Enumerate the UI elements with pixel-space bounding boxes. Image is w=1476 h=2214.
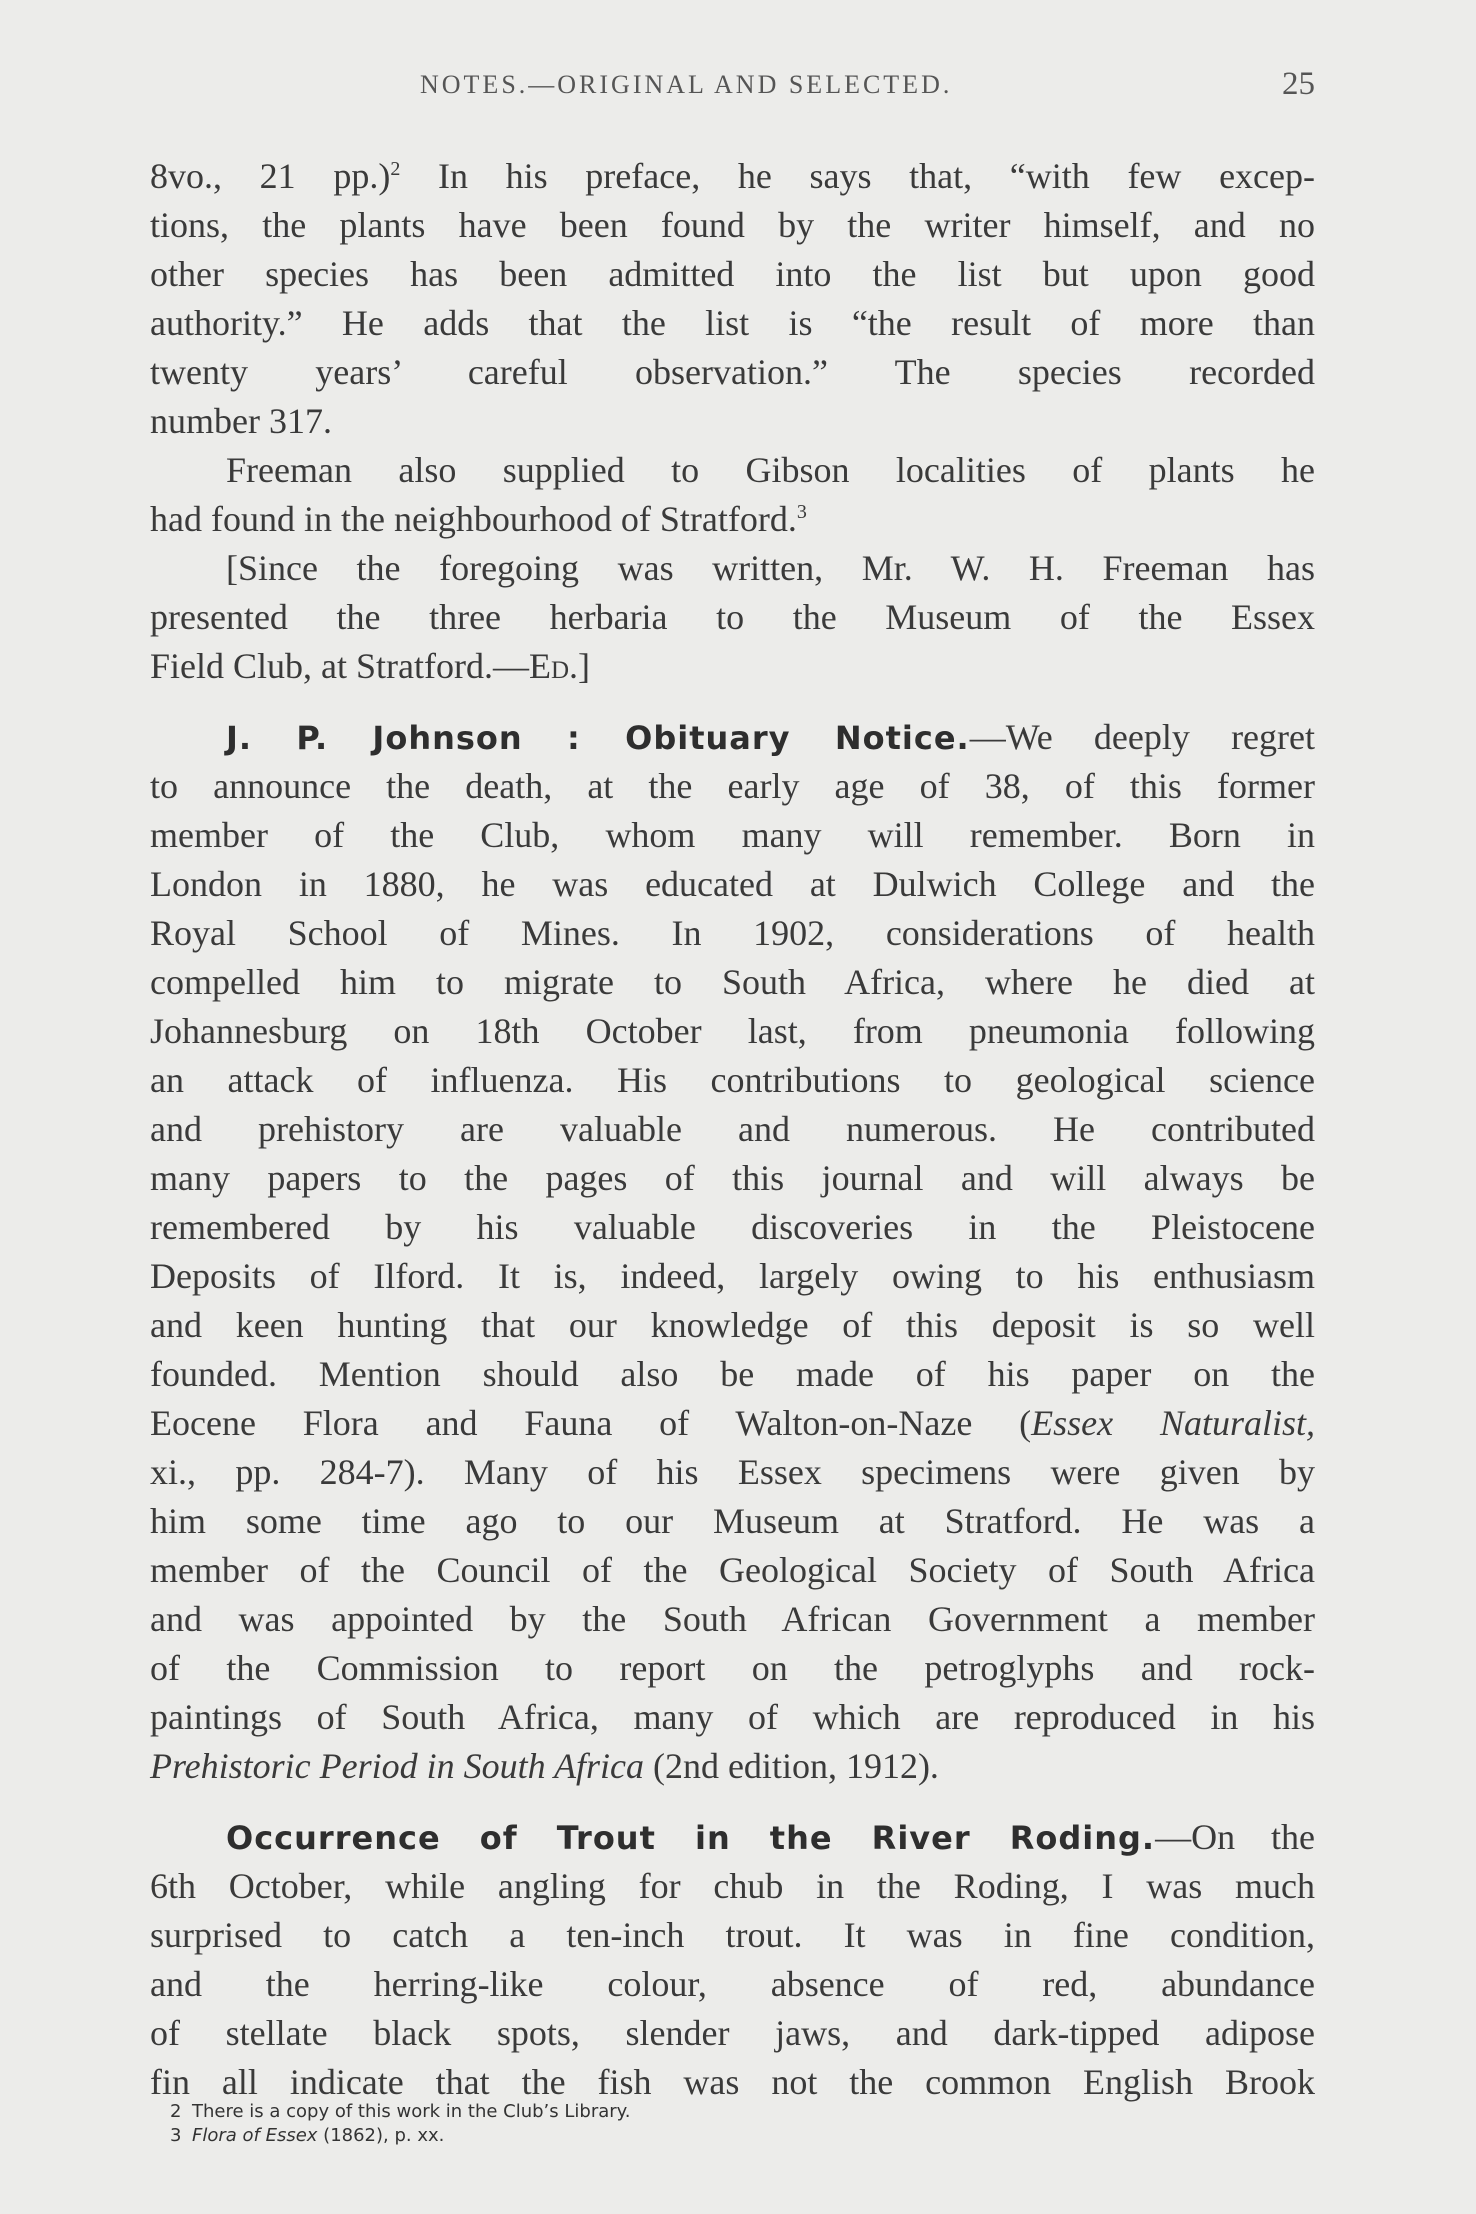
text-run: —We deeply regret bbox=[969, 717, 1316, 757]
text-line: founded. Mention should also be made of his paper on the bbox=[150, 1354, 1315, 1394]
text-run: Field Club, at Stratford.— bbox=[150, 646, 529, 686]
footnote-ref: 2 bbox=[390, 158, 401, 180]
text-line bbox=[150, 1742, 1315, 1791]
text-line: of the Commission to report on the petroglyphs and rock- bbox=[150, 1648, 1315, 1688]
text-line: Johannesburg on 18th October last, from pneumonia following bbox=[150, 1011, 1315, 1051]
text-line: Royal School of Mines. In 1902, considerations of health bbox=[150, 913, 1315, 953]
text-line: number 317. bbox=[150, 401, 332, 441]
footnote-2 bbox=[170, 2100, 1070, 2124]
text-line: other species has been admitted into the list but upon good bbox=[150, 254, 1315, 294]
text-line bbox=[150, 713, 1315, 762]
section-heading: J. P. Johnson : Obituary Notice. bbox=[226, 719, 970, 757]
text-line bbox=[150, 1399, 1315, 1448]
spacer bbox=[150, 691, 1315, 713]
text-line: remembered by his valuable discoveries in the Pleistocene bbox=[150, 1207, 1315, 1247]
footnote-ref: 3 bbox=[796, 501, 807, 523]
text-line: compelled him to migrate to South Africa, where he died at bbox=[150, 962, 1315, 1002]
text-run: —On the bbox=[1155, 1817, 1316, 1857]
text-line: surprised to catch a ten-inch trout. It was in fine condition, bbox=[150, 1915, 1315, 1955]
footnote-text: (1862), p. xx. bbox=[317, 2125, 445, 2146]
footnote-3 bbox=[170, 2124, 1070, 2148]
text-line: Deposits of Ilford. It is, indeed, largely owing to his enthusiasm bbox=[150, 1256, 1315, 1296]
paragraph-preface bbox=[150, 152, 1315, 446]
text-line: xi., pp. 284-7). Many of his Essex specimens were given by bbox=[150, 1452, 1315, 1492]
text-line: of stellate black spots, slender jaws, and dark-tipped adipose bbox=[150, 2013, 1315, 2053]
section-trout bbox=[150, 1813, 1315, 2107]
text-line: and keen hunting that our knowledge of this deposit is so well bbox=[150, 1305, 1315, 1345]
text-line: to announce the death, at the early age of 38, of this former bbox=[150, 766, 1315, 806]
text-line: tions, the plants have been found by the writer himself, and no bbox=[150, 205, 1315, 245]
text-line: 6th October, while angling for chub in the Roding, I was much bbox=[150, 1866, 1315, 1906]
footnote-book-title: Flora of Essex bbox=[192, 2125, 318, 2146]
text-line: and the herring-like colour, absence of red, abundance bbox=[150, 1964, 1315, 2004]
text-run: (2nd edition, 1912). bbox=[643, 1746, 939, 1786]
text-line: and was appointed by the South African Government a member bbox=[150, 1599, 1315, 1639]
text-line: many papers to the pages of this journal and will always be bbox=[150, 1158, 1315, 1198]
text-run: had found in the neighbourhood of Stratford. bbox=[150, 499, 797, 539]
journal-title: Essex Naturalist, bbox=[1031, 1403, 1315, 1443]
text-line: twenty years’ careful observation.” The species recorded bbox=[150, 352, 1315, 392]
spacer bbox=[150, 1791, 1315, 1813]
book-title: Prehistoric Period in South Africa bbox=[150, 1746, 644, 1786]
paragraph-editor-note bbox=[150, 544, 1315, 691]
footnote-number: 3 bbox=[170, 2125, 182, 2146]
text-line: member of the Council of the Geological Society of South Africa bbox=[150, 1550, 1315, 1590]
page-body bbox=[150, 152, 1315, 2107]
text-line: paintings of South Africa, many of which are reproduced in his bbox=[150, 1697, 1315, 1737]
section-heading: Occurrence of Trout in the River Roding. bbox=[226, 1819, 1156, 1857]
text-run: In his preface, he says that, “with few excep- bbox=[400, 156, 1315, 196]
text-line bbox=[150, 642, 1315, 691]
text-line: Freeman also supplied to Gibson localities of plants he bbox=[226, 450, 1315, 490]
text-line: presented the three herbaria to the Museum of the Essex bbox=[150, 597, 1315, 637]
text-line: fin all indicate that the fish was not the common English Brook bbox=[150, 2062, 1315, 2102]
footnotes bbox=[170, 2100, 1070, 2148]
text-run: 8vo., 21 pp.) bbox=[150, 156, 391, 196]
text-line bbox=[150, 1813, 1315, 1862]
page-header bbox=[150, 66, 1315, 120]
text-run: ] bbox=[578, 646, 591, 686]
text-line: authority.” He adds that the list is “the result of more than bbox=[150, 303, 1315, 343]
footnote-number: 2 bbox=[170, 2101, 182, 2122]
text-line: member of the Club, whom many will remember. Born in bbox=[150, 815, 1315, 855]
text-line bbox=[150, 152, 1315, 201]
running-head: NOTES.—ORIGINAL AND SELECTED. bbox=[420, 70, 953, 99]
text-line: him some time ago to our Museum at Stratford. He was a bbox=[150, 1501, 1315, 1541]
editor-abbrev: Ed. bbox=[528, 646, 579, 686]
paragraph-freeman bbox=[150, 446, 1315, 544]
text-line: an attack of influenza. His contributions to geological science bbox=[150, 1060, 1315, 1100]
text-line: [Since the foregoing was written, Mr. W. H. Freeman has bbox=[226, 548, 1315, 588]
text-line: and prehistory are valuable and numerous. He contributed bbox=[150, 1109, 1315, 1149]
page-number: 25 bbox=[1282, 66, 1315, 102]
text-line: London in 1880, he was educated at Dulwich College and the bbox=[150, 864, 1315, 904]
footnote-text: There is a copy of this work in the Club’s Library. bbox=[192, 2101, 631, 2122]
text-run: Eocene Flora and Fauna of Walton-on-Naze ( bbox=[150, 1403, 1032, 1443]
text-line bbox=[150, 495, 1315, 544]
section-obituary bbox=[150, 713, 1315, 1791]
